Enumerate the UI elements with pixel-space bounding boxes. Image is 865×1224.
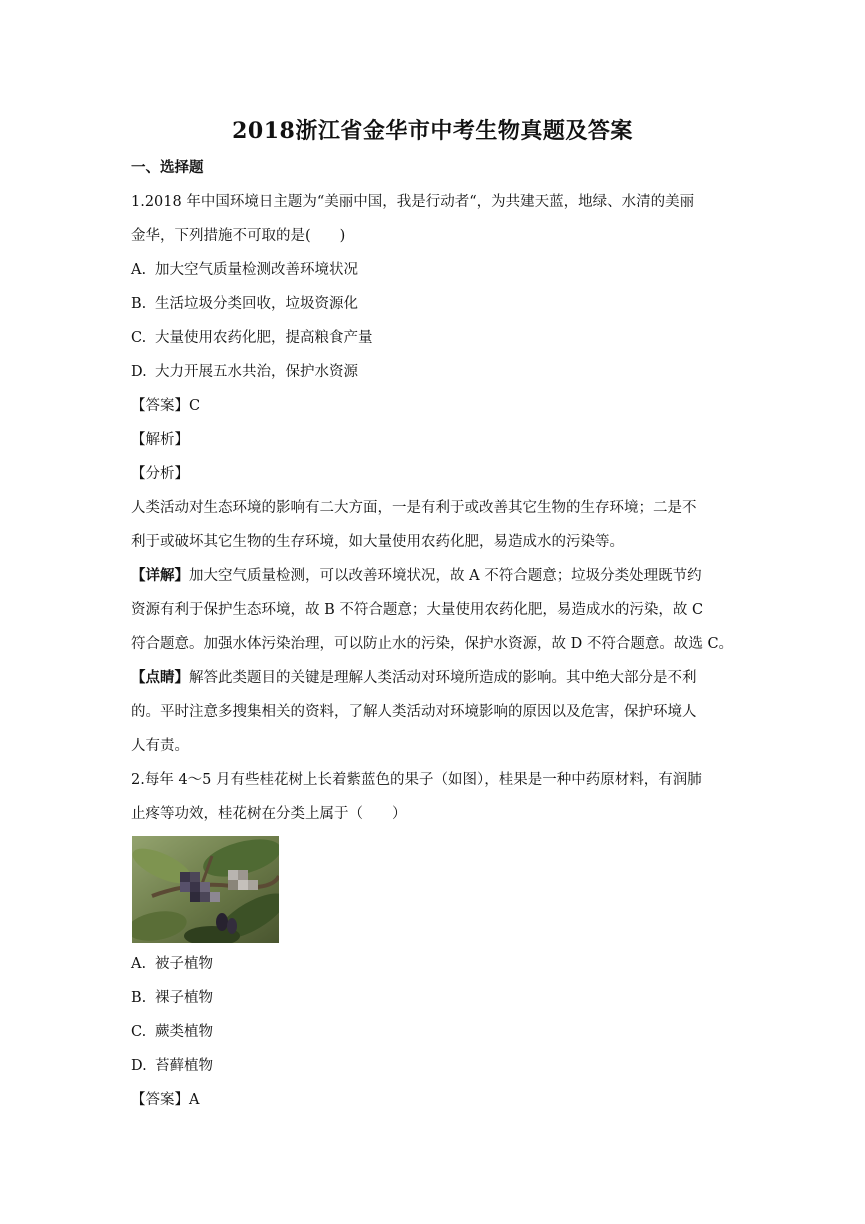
q2-stem-line-2: 止疼等功效，桂花树在分类上属于（ ） bbox=[131, 806, 407, 822]
option-letter: C. bbox=[131, 330, 147, 346]
q1-fenxi-label: 【分析】 bbox=[131, 466, 189, 482]
option-text: 大量使用农药化肥，提高粮食产量 bbox=[155, 330, 373, 346]
q1-jiexi-label: 【解析】 bbox=[131, 432, 189, 448]
q1-stem-line-1: 1.2018 年中国环境日主题为“美丽中国，我是行动者“，为共建天蓝，地绿、水清的美丽 bbox=[131, 194, 695, 210]
section-heading: 一、选择题 bbox=[131, 159, 204, 176]
q1-dianjing-line-2: 的。平时注意多搜集相关的资料，了解人类活动对环境影响的原因以及危害，保护环境人 bbox=[131, 704, 697, 720]
option-text: 苔藓植物 bbox=[155, 1058, 213, 1074]
dianjing-text: 解答此类题目的关键是理解人类活动对环境所造成的影响。其中绝大部分是不利 bbox=[189, 670, 697, 686]
q1-stem-line-2: 金华，下列措施不可取的是( ) bbox=[131, 228, 346, 244]
option-letter: C. bbox=[131, 1024, 147, 1040]
q2-answer bbox=[131, 1090, 199, 1110]
option-letter: B. bbox=[131, 990, 147, 1006]
q1-dianjing-line-1 bbox=[131, 668, 697, 688]
q2-option-a bbox=[131, 954, 213, 974]
q1-option-b bbox=[131, 294, 358, 314]
option-letter: A. bbox=[131, 262, 147, 278]
dianjing-label: 【点睛】 bbox=[131, 669, 189, 686]
q2-option-c bbox=[131, 1022, 213, 1042]
q1-option-c bbox=[131, 328, 373, 348]
option-text: 被子植物 bbox=[155, 956, 213, 972]
q1-xiangjie-line-2: 资源有利于保护生态环境，故 B 不符合题意；大量使用农药化肥，易造成水的污染，故 C bbox=[131, 602, 704, 618]
option-letter: D. bbox=[131, 364, 147, 380]
answer-label: 【答案】 bbox=[131, 398, 189, 414]
q1-answer bbox=[131, 396, 200, 416]
answer-value: C bbox=[189, 398, 201, 414]
q1-option-d bbox=[131, 362, 358, 382]
answer-value: A bbox=[189, 1092, 200, 1108]
q1-fenxi-line-1: 人类活动对生态环境的影响有二大方面，一是有利于或改善其它生物的生存环境；二是不 bbox=[131, 500, 697, 516]
q2-option-b bbox=[131, 988, 213, 1008]
option-text: 加大空气质量检测改善环境状况 bbox=[155, 262, 358, 278]
q1-option-a bbox=[131, 260, 358, 280]
q1-xiangjie-line-3: 符合题意。加强水体污染治理，可以防止水的污染，保护水资源，故 D 不符合题意。故选 C。 bbox=[131, 636, 734, 652]
option-text: 生活垃圾分类回收，垃圾资源化 bbox=[155, 296, 358, 312]
option-letter: D. bbox=[131, 1058, 147, 1074]
q1-dianjing-line-3: 人有责。 bbox=[131, 738, 189, 754]
xiangjie-label: 【详解】 bbox=[131, 567, 189, 584]
option-letter: B. bbox=[131, 296, 147, 312]
q2-option-d bbox=[131, 1056, 213, 1076]
answer-label: 【答案】 bbox=[131, 1092, 189, 1108]
q1-xiangjie-line-1 bbox=[131, 566, 702, 586]
option-letter: A. bbox=[131, 956, 147, 972]
page-title: 2018浙江省金华市中考生物真题及答案 bbox=[232, 118, 633, 144]
option-text: 裸子植物 bbox=[155, 990, 213, 1006]
xiangjie-text: 加大空气质量检测，可以改善环境状况，故 A 不符合题意；垃圾分类处理既节约 bbox=[189, 568, 702, 584]
q1-fenxi-line-2: 利于或破坏其它生物的生存环境，如大量使用农药化肥，易造成水的污染等。 bbox=[131, 534, 624, 550]
q2-stem-line-1: 2.每年 4～5 月有些桂花树上长着紫蓝色的果子（如图），桂果是一种中药原材料，有润肺 bbox=[131, 772, 702, 788]
option-text: 大力开展五水共治，保护水资源 bbox=[155, 364, 358, 380]
option-text: 蕨类植物 bbox=[155, 1024, 213, 1040]
osmanthus-fruit-photo bbox=[132, 836, 279, 943]
